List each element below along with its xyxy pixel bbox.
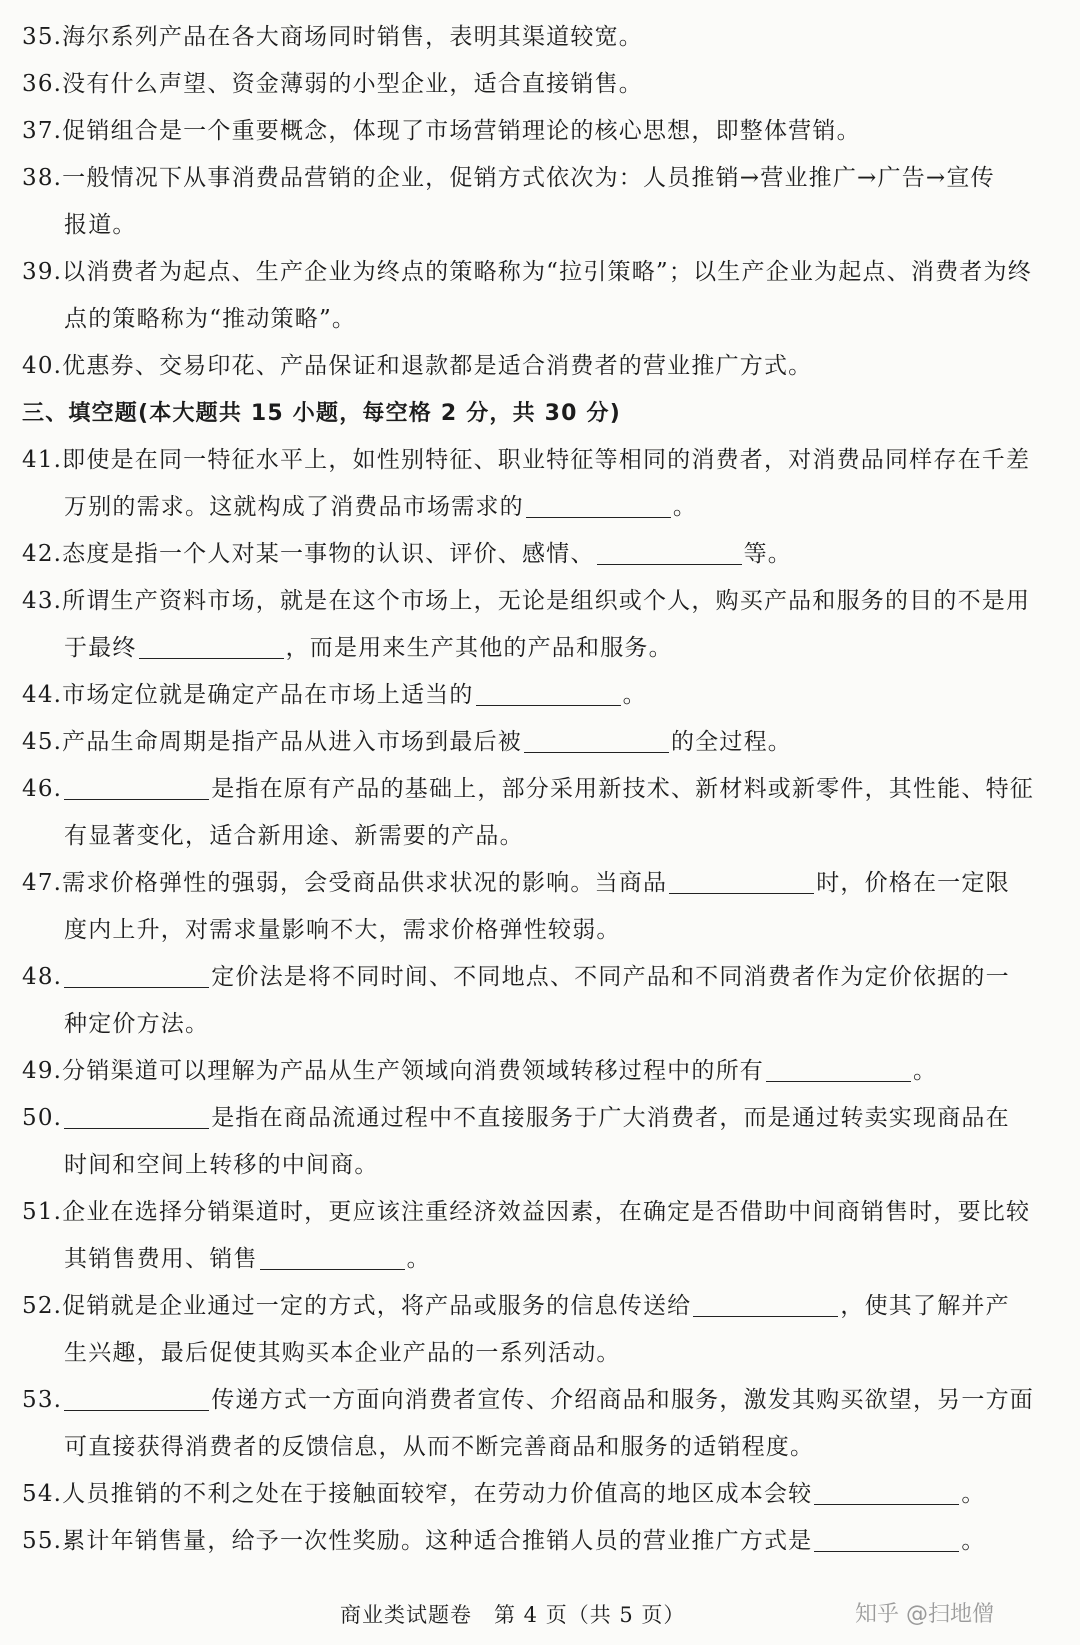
text: 54.人员推销的不利之处在于接触面较窄，在劳动力价值高的地区成本会较 bbox=[22, 1481, 813, 1507]
text: 46. bbox=[22, 776, 63, 802]
page-footer bbox=[0, 1597, 1080, 1633]
answer-blank[interactable] bbox=[597, 534, 742, 565]
text: 42.态度是指一个人对某一事物的认识、评价、感情、 bbox=[22, 541, 595, 567]
question-46-cont: 有显著变化，适合新用途、新需要的产品。 bbox=[64, 823, 524, 849]
answer-blank[interactable] bbox=[64, 1380, 209, 1411]
text: 47.需求价格弹性的强弱，会受商品供求状况的影响。当商品 bbox=[22, 870, 668, 896]
question-55 bbox=[22, 1518, 1062, 1565]
text: 是指在商品流通过程中不直接服务于广大消费者，而是通过转卖实现商品在 bbox=[211, 1105, 1010, 1131]
text: 48. bbox=[22, 964, 63, 990]
answer-blank[interactable] bbox=[64, 1098, 209, 1129]
question-43: 43.所谓生产资料市场，就是在这个市场上，无论是组织或个人，购买产品和服务的目的不是用 bbox=[22, 588, 1031, 614]
text: 时，价格在一定限 bbox=[816, 870, 1010, 896]
question-41: 41.即使是在同一特征水平上，如性别特征、职业特征等相同的消费者，对消费品同样存在千差 bbox=[22, 447, 1031, 473]
text: 55.累计年销售量，给予一次性奖励。这种适合推销人员的营业推广方式是 bbox=[22, 1528, 813, 1554]
question-54 bbox=[22, 1471, 1062, 1518]
question-37: 37.促销组合是一个重要概念，体现了市场营销理论的核心思想，即整体营销。 bbox=[22, 118, 861, 144]
question-41-cont bbox=[22, 484, 1062, 531]
answer-blank[interactable] bbox=[524, 722, 669, 753]
text: 定价法是将不同时间、不同地点、不同产品和不同消费者作为定价依据的一 bbox=[211, 964, 1010, 990]
answer-blank[interactable] bbox=[260, 1239, 405, 1270]
answer-blank[interactable] bbox=[64, 957, 209, 988]
text: 的全过程。 bbox=[670, 729, 792, 755]
text: ，使其了解并产 bbox=[840, 1293, 1010, 1319]
answer-blank[interactable] bbox=[64, 769, 209, 800]
text: 是指在原有产品的基础上，部分采用新技术、新材料或新零件，其性能、特征 bbox=[211, 776, 1034, 802]
question-48-cont: 种定价方法。 bbox=[64, 1011, 210, 1037]
question-52-cont: 生兴趣，最后促使其购买本企业产品的一系列活动。 bbox=[64, 1340, 621, 1366]
question-50-cont: 时间和空间上转移的中间商。 bbox=[64, 1152, 379, 1178]
text: 。 bbox=[961, 1528, 986, 1554]
text: 于最终 bbox=[64, 635, 137, 661]
question-47 bbox=[22, 860, 1062, 907]
question-48 bbox=[22, 954, 1062, 1001]
question-52 bbox=[22, 1283, 1062, 1330]
question-53-cont: 可直接获得消费者的反馈信息，从而不断完善商品和服务的适销程度。 bbox=[64, 1434, 815, 1460]
answer-blank[interactable] bbox=[814, 1474, 959, 1505]
question-51-cont bbox=[22, 1236, 1062, 1283]
watermark: 知乎 @扫地僧 bbox=[855, 1602, 994, 1627]
question-list bbox=[22, 14, 1062, 1565]
question-40: 40.优惠券、交易印花、产品保证和退款都是适合消费者的营业推广方式。 bbox=[22, 353, 813, 379]
question-43-cont bbox=[22, 625, 1062, 672]
answer-blank[interactable] bbox=[814, 1521, 959, 1552]
question-38: 38.一般情况下从事消费品营销的企业，促销方式依次为：人员推销→营业推广→广告→宣传 bbox=[22, 165, 995, 191]
text: 。 bbox=[961, 1481, 986, 1507]
text: 53. bbox=[22, 1387, 63, 1413]
question-50 bbox=[22, 1095, 1062, 1142]
section-title: 三、填空题(本大题共 15 小题，每空格 2 分，共 30 分) bbox=[22, 401, 622, 426]
text: 。 bbox=[912, 1058, 938, 1084]
question-53 bbox=[22, 1377, 1062, 1424]
question-35: 35.海尔系列产品在各大商场同时销售，表明其渠道较宽。 bbox=[22, 24, 643, 50]
question-47-cont: 度内上升，对需求量影响不大，需求价格弹性较弱。 bbox=[64, 917, 621, 943]
text: 45.产品生命周期是指产品从进入市场到最后被 bbox=[22, 729, 522, 755]
text: 。 bbox=[406, 1246, 431, 1272]
question-39: 39.以消费者为起点、生产企业为终点的策略称为“拉引策略”；以生产企业为起点、消费者为终 bbox=[22, 259, 1032, 285]
text: 52.促销就是企业通过一定的方式，将产品或服务的信息传送给 bbox=[22, 1293, 692, 1319]
text: 44.市场定位就是确定产品在市场上适当的 bbox=[22, 682, 474, 708]
text: 传递方式一方面向消费者宣传、介绍商品和服务，激发其购买欲望，另一方面 bbox=[211, 1387, 1034, 1413]
text: 万别的需求。这就构成了消费品市场需求的 bbox=[64, 494, 524, 520]
text: 等。 bbox=[743, 541, 792, 567]
answer-blank[interactable] bbox=[693, 1286, 838, 1317]
page-number: 商业类试题卷 第 4 页（共 5 页） bbox=[340, 1603, 686, 1627]
answer-blank[interactable] bbox=[669, 863, 814, 894]
text: ，而是用来生产其他的产品和服务。 bbox=[285, 635, 673, 661]
question-44 bbox=[22, 672, 1062, 719]
question-39-cont: 点的策略称为“推动策略”。 bbox=[64, 306, 357, 332]
answer-blank[interactable] bbox=[476, 675, 621, 706]
text: 49.分销渠道可以理解为产品从生产领域向消费领域转移过程中的所有 bbox=[22, 1058, 764, 1084]
question-42 bbox=[22, 531, 1062, 578]
question-51: 51.企业在选择分销渠道时，更应该注重经济效益因素，在确定是否借助中间商销售时，要比较 bbox=[22, 1199, 1031, 1225]
question-46 bbox=[22, 766, 1062, 813]
question-38-cont: 报道。 bbox=[64, 212, 137, 238]
answer-blank[interactable] bbox=[526, 487, 671, 518]
text: 。 bbox=[672, 494, 698, 520]
text: 50. bbox=[22, 1105, 63, 1131]
answer-blank[interactable] bbox=[766, 1051, 911, 1082]
text: 。 bbox=[622, 682, 647, 708]
question-36: 36.没有什么声望、资金薄弱的小型企业，适合直接销售。 bbox=[22, 71, 643, 97]
text: 其销售费用、销售 bbox=[64, 1246, 258, 1272]
question-49 bbox=[22, 1048, 1062, 1095]
question-45 bbox=[22, 719, 1062, 766]
answer-blank[interactable] bbox=[139, 628, 284, 659]
